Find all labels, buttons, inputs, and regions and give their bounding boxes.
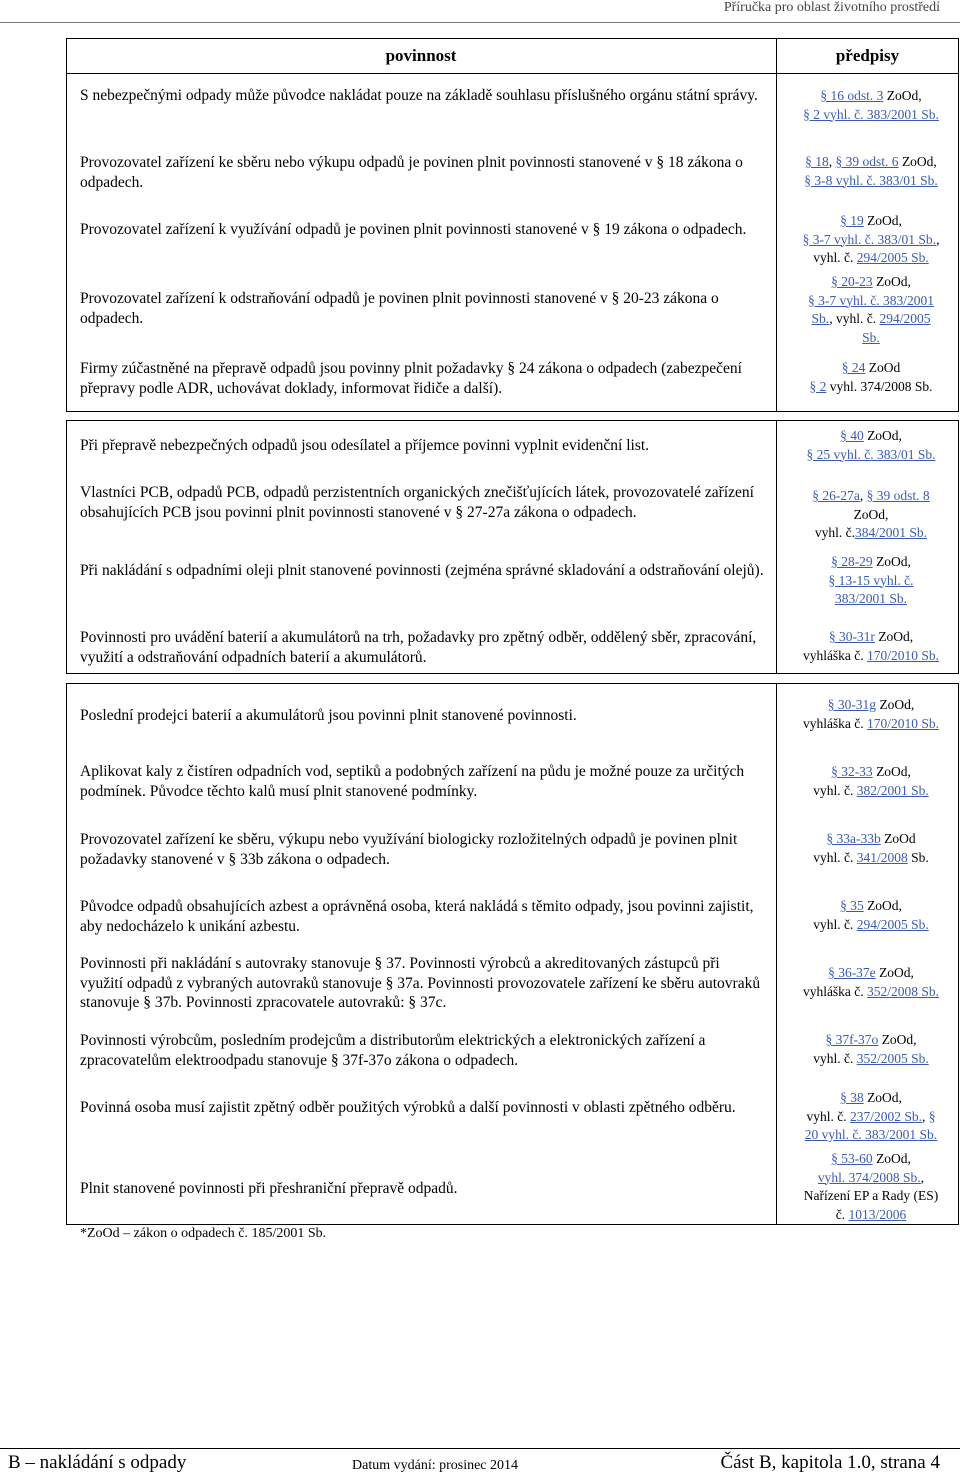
regulation-text: vyhl. č. (813, 1050, 857, 1066)
regulation-text: vyhl. č. (806, 1108, 850, 1124)
regulation-link[interactable]: § 20-23 (831, 274, 873, 289)
header-rule (0, 22, 960, 23)
regulation-text: , vyhl. č. (829, 311, 880, 326)
regulation-text: ZoOd, (898, 154, 937, 169)
regulation-text: ZoOd, (863, 1090, 902, 1105)
regulation-refs (782, 1089, 960, 1145)
regulation-link[interactable]: 294/2005 Sb. (856, 250, 929, 265)
regulation-refs (782, 487, 960, 543)
obligation-text: Provozovatel zařízení k odstraňování odpadů je povinen plnit povinnosti stanovené v § 20-23 zákona o odpadech. (80, 290, 719, 327)
obligation-text: S nebezpečnými odpady může původce nakládat pouze na základě souhlasu příslušného orgánu státní správy. (80, 87, 758, 104)
regulation-refs (782, 830, 960, 867)
regulation-link[interactable]: § 39 odst. 8 (866, 488, 930, 503)
regulation-text: ZoOd (880, 831, 916, 846)
regulation-text: ZoOd, (878, 1032, 917, 1047)
regulation-link[interactable]: § 28-29 (831, 554, 873, 569)
regulation-text: Sb. (907, 849, 929, 865)
regulation-link[interactable]: § 26-27a (812, 488, 860, 503)
regulation-link[interactable]: § 24 (841, 360, 866, 375)
regulation-ref-line (782, 628, 960, 647)
regulation-text: ZoOd, (875, 965, 914, 980)
footer-section: B – nakládání s odpady (8, 1452, 187, 1473)
regulation-text: ZoOd, (883, 88, 922, 103)
regulation-link[interactable]: 382/2001 Sb. (856, 782, 929, 798)
regulation-ref-line (782, 1126, 960, 1145)
regulation-text: ZoOd (865, 360, 901, 375)
obligation-text: Vlastníci PCB, odpadů PCB, odpadů perzistentních organických znečišťujících látek, provozovatelé zařízení obsahujících PCB jsou povinni plnit povinnosti stanovené v § 27-27a zákona o odpadech. (80, 484, 754, 521)
regulation-text: Nařízení EP a Rady (ES) (803, 1188, 939, 1203)
regulation-ref-line (782, 849, 960, 868)
regulation-text: ZoOd, (853, 506, 889, 522)
obligation-text: Poslední prodejci baterií a akumulátorů jsou povinni plnit stanovené povinnosti. (80, 707, 577, 724)
regulation-ref-line (782, 249, 960, 268)
regulation-ref-line (782, 553, 960, 572)
regulation-link[interactable]: § 2 vyhl. č. 383/2001 Sb. (803, 106, 939, 122)
regulation-refs (782, 696, 960, 733)
regulation-ref-line (782, 1050, 960, 1069)
regulation-ref-line (782, 273, 960, 292)
regulation-ref-line (782, 696, 960, 715)
regulation-link[interactable]: § 2 (809, 378, 827, 394)
regulation-refs (782, 964, 960, 1001)
footer-date: Datum vydání: prosinec 2014 (352, 1458, 519, 1473)
regulation-refs (782, 1031, 960, 1068)
obligation-text: Provozovatel zařízení k využívání odpadů je povinen plnit povinnosti stanovené v § 19 zákona o odpadech. (80, 221, 747, 238)
obligation-text: Plnit stanovené povinnosti při přeshraniční přepravě odpadů. (80, 1180, 458, 1197)
regulation-text: ZoOd, (863, 428, 902, 443)
column-header-predpisy: předpisy (835, 46, 900, 65)
regulation-ref-line (782, 87, 960, 106)
regulation-ref-line (782, 292, 960, 311)
regulation-ref-line (782, 212, 960, 231)
regulation-link[interactable]: 352/2008 Sb. (867, 983, 940, 999)
regulation-text: ZoOd, (863, 213, 902, 228)
column-divider (776, 420, 777, 674)
regulation-link[interactable]: vyhl. 374/2008 Sb. (817, 1169, 921, 1185)
regulation-link[interactable]: 237/2002 Sb. (849, 1108, 922, 1124)
regulation-refs (782, 553, 960, 609)
regulation-link[interactable]: § 3-7 vyhl. č. 383/01 Sb. (802, 231, 937, 247)
regulation-link[interactable]: 352/2005 Sb. (856, 1050, 929, 1066)
regulation-refs (782, 1150, 960, 1224)
regulation-link[interactable]: 170/2010 Sb. (867, 647, 940, 663)
column-header-povinnost: povinnost (385, 46, 457, 65)
regulation-ref-line (782, 1031, 960, 1050)
regulation-text: , (859, 488, 867, 503)
regulation-link[interactable]: § 3-7 vyhl. č. 383/2001 (808, 292, 934, 308)
regulation-ref-line (782, 782, 960, 801)
regulation-text: vyhláška č. (802, 983, 868, 999)
regulation-link[interactable]: § 30-31r (828, 629, 875, 644)
regulation-text: vyhláška č. (802, 715, 868, 731)
regulation-link[interactable]: § 38 (840, 1090, 864, 1105)
regulation-link[interactable]: § 13-15 vyhl. č. (828, 572, 914, 588)
regulation-ref-line (782, 916, 960, 935)
regulation-link[interactable]: 384/2001 Sb. (855, 525, 928, 540)
regulation-ref-line (782, 1206, 960, 1225)
regulation-ref-line (782, 153, 960, 172)
regulation-ref-line (782, 506, 960, 525)
regulation-text: vyhl. č. (813, 849, 857, 865)
footnote: *ZoOd – zákon o odpadech č. 185/2001 Sb. (80, 1226, 327, 1241)
regulation-link[interactable]: § (928, 1108, 936, 1124)
obligation-text: Aplikovat kaly z čistíren odpadních vod, septiků a podobných zařízení na půdu je možné pouze za určitých podmínek. Původce těchto kalů musí plnit stanovené podmínky. (80, 763, 745, 800)
regulation-refs (782, 87, 960, 124)
regulation-ref-line (782, 590, 960, 609)
regulation-link[interactable]: 341/2008 (856, 849, 908, 865)
regulation-text: ZoOd, (872, 554, 911, 569)
regulation-text: , (922, 1108, 929, 1124)
regulation-ref-line (782, 359, 960, 378)
regulation-ref-line (782, 231, 960, 250)
column-divider (776, 683, 777, 1225)
regulation-refs (782, 273, 960, 347)
regulation-link[interactable]: 294/2005 (879, 311, 931, 326)
obligation-text: Při přepravě nebezpečných odpadů jsou odesílatel a příjemce povinni vyplnit evidenční list. (80, 437, 650, 454)
regulation-link[interactable]: § 39 odst. 6 (835, 154, 899, 169)
regulation-ref-line (782, 983, 960, 1002)
regulation-text: č. (835, 1206, 849, 1222)
regulation-text: ZoOd, (874, 629, 914, 644)
regulation-text: ZoOd, (872, 1151, 911, 1166)
regulation-ref-line (782, 964, 960, 983)
footer-page: Část B, kapitola 1.0, strana 4 (720, 1452, 940, 1473)
regulation-text: , (920, 1169, 925, 1185)
regulation-link[interactable]: § 33a-33b (826, 831, 881, 846)
obligation-text: Povinná osoba musí zajistit zpětný odběr použitých výrobků a další povinnosti v oblasti zpětného odběru. (80, 1099, 736, 1116)
obligation-text: Firmy zúčastněné na přepravě odpadů jsou povinny plnit požadavky § 24 zákona o odpadech (zabezpečení přepravy podle ADR, uchovávat doklady, informovat řidiče a další). (80, 360, 742, 397)
regulation-ref-line (782, 378, 960, 397)
regulation-link[interactable]: § 3-8 vyhl. č. 383/01 Sb. (804, 172, 938, 188)
regulation-refs (782, 212, 960, 268)
regulation-link[interactable]: § 30-31g (827, 697, 877, 712)
regulation-link[interactable]: § 35 (840, 898, 864, 913)
regulation-ref-line (782, 897, 960, 916)
regulation-link[interactable]: 383/2001 Sb. (834, 591, 907, 606)
regulation-refs (782, 628, 960, 665)
regulation-ref-line (782, 427, 960, 446)
regulation-link[interactable]: § 40 (840, 428, 864, 443)
regulation-link[interactable]: 170/2010 Sb. (867, 715, 940, 731)
regulation-ref-line (782, 1150, 960, 1169)
regulation-link[interactable]: § 37f-37o (825, 1032, 879, 1047)
obligation-text: Provozovatel zařízení ke sběru, výkupu nebo využívání biologicky rozložitelných odpadů je povinen plnit požadavky stanovené v § 33b zákona o odpadech. (80, 831, 738, 868)
regulation-link[interactable]: 294/2005 Sb. (856, 916, 929, 932)
regulation-link[interactable]: 1013/2006 (848, 1206, 907, 1222)
regulation-text: vyhl. 374/2008 Sb. (826, 378, 933, 394)
regulation-refs (782, 763, 960, 800)
regulation-text: vyhl. č. (813, 916, 857, 932)
regulation-text: ZoOd, (876, 697, 915, 712)
regulation-ref-line (782, 524, 960, 543)
obligation-text: Povinnosti při nakládání s autovraky stanovuje § 37. Povinnosti výrobců a akreditovaných zástupců při využití odpadů z vybraných autovraků stanovuje § 37a. Povinnosti provozovatele zařízení ke sběru autovraků stanovuje § 37b. Povinnosti zpracovatele autovraků: § 37c. (80, 955, 761, 1011)
column-divider (776, 38, 777, 412)
regulation-text: ZoOd, (872, 274, 911, 289)
obligation-text: Původce odpadů obsahujících azbest a oprávněná osoba, která nakládá s těmito odpady, jsou povinni zajistit, aby nedocházelo k unikání azbestu. (80, 898, 754, 935)
obligation-text: Při nakládání s odpadními oleji plnit stanovené povinnosti (zejména správné skladování a odstraňování olejů). (80, 562, 764, 579)
regulation-ref-line (782, 487, 960, 506)
regulation-link[interactable]: § 18 (805, 154, 829, 169)
regulation-link[interactable]: § 32-33 (831, 764, 873, 779)
obligation-text: Provozovatel zařízení ke sběru nebo výkupu odpadů je povinen plnit povinnosti stanovené v § 18 zákona o odpadech. (80, 154, 743, 191)
regulation-link[interactable]: Sb. (811, 311, 830, 326)
regulation-text: , (828, 154, 836, 169)
regulation-refs (782, 153, 960, 190)
regulation-link[interactable]: 20 vyhl. č. 383/2001 Sb. (804, 1127, 938, 1142)
running-header: Příručka pro oblast životního prostředí (723, 0, 940, 15)
regulation-text: vyhl. č. (813, 782, 857, 798)
regulation-text: vyhláška č. (802, 647, 868, 663)
regulation-ref-line (782, 647, 960, 666)
regulation-ref-line (782, 310, 960, 329)
regulation-ref-line (782, 1089, 960, 1108)
regulation-link[interactable]: § 25 vyhl. č. 383/01 Sb. (806, 446, 936, 462)
obligation-text: Povinnosti pro uvádění baterií a akumulátorů na trh, požadavky pro zpětný odběr, oddělený sběr, zpracování, využití a odstraňování odpadních baterií a akumulátorů. (80, 629, 757, 666)
regulation-link[interactable]: Sb. (862, 329, 880, 345)
regulation-ref-line (782, 106, 960, 125)
regulation-link[interactable]: § 19 (840, 213, 864, 228)
regulation-text: ZoOd, (863, 898, 902, 913)
regulation-ref-line (782, 1108, 960, 1127)
regulation-ref-line (782, 763, 960, 782)
regulation-ref-line (782, 715, 960, 734)
regulation-link[interactable]: § 16 odst. 3 (820, 88, 884, 103)
regulation-ref-line (782, 830, 960, 849)
regulation-ref-line (782, 1187, 960, 1206)
regulation-ref-line (782, 572, 960, 591)
regulation-ref-line (782, 1169, 960, 1188)
regulation-ref-line (782, 172, 960, 191)
obligation-text: Povinnosti výrobcům, posledním prodejcům a distributorům elektrických a elektronických zařízení a zpracovatelům elektroodpadu stanovuje § 37f-37o zákona o odpadech. (80, 1032, 706, 1069)
regulation-refs (782, 427, 960, 464)
regulation-ref-line (782, 329, 960, 348)
regulation-text: vyhl. č. (813, 250, 857, 265)
regulation-refs (782, 897, 960, 934)
regulation-ref-line (782, 446, 960, 465)
regulation-link[interactable]: § 36-37e (828, 965, 876, 980)
header-row-divider (66, 73, 959, 74)
regulation-refs (782, 359, 960, 396)
regulation-text: vyhl. č. (814, 525, 856, 540)
footer-rule (0, 1448, 960, 1449)
regulation-link[interactable]: § 53-60 (831, 1151, 873, 1166)
regulation-text: ZoOd, (872, 764, 911, 779)
regulation-text: , (936, 231, 940, 247)
